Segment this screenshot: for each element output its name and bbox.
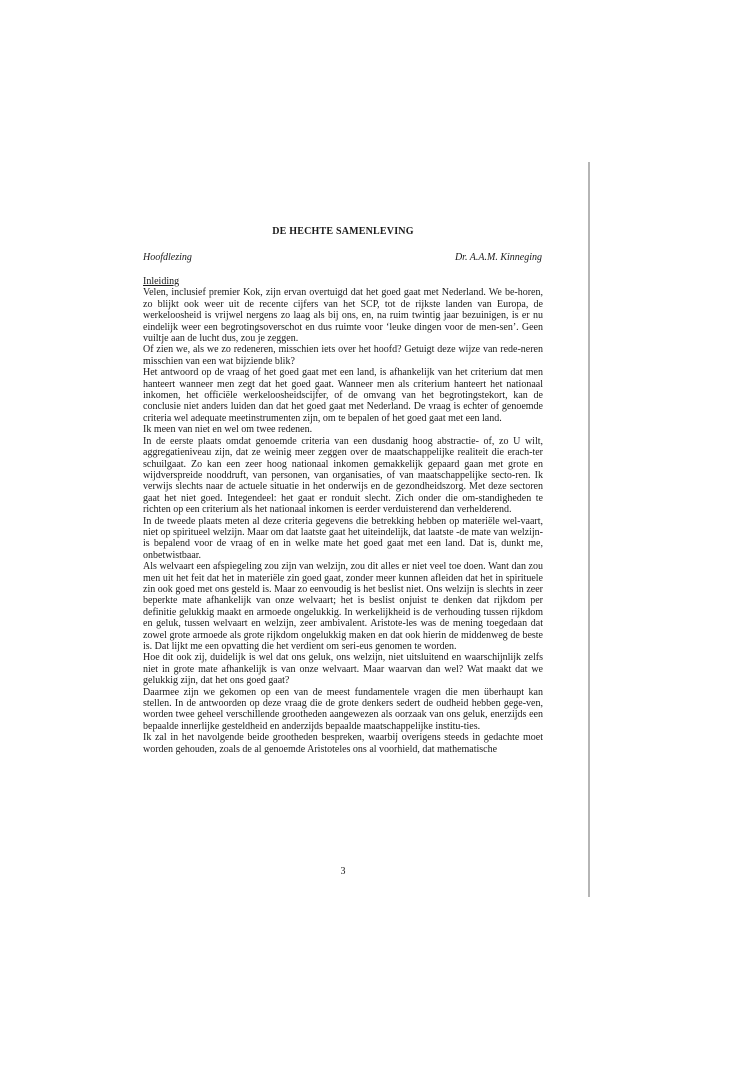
body-text [143, 276, 543, 755]
paragraph: Het antwoord op de vraag of het goed gaat met een land, is afhankelijk van het criterium dat men hanteert wanneer men zegt dat het goed gaat. Wanneer men als criterium hanteert het nationaal inkomen, het officiële werkeloosheidscijfer, of de omvang van het begrotingstekort, kan de conclusie niet anders luiden dan dat het goed gaat met Nederland. De vraag is echter of genoemde criteria wel adequate meetinstrumenten zijn, om te bepalen of het goed gaat met een land. [143, 367, 543, 424]
page-number: 3 [340, 866, 346, 877]
paragraph: In de eerste plaats omdat genoemde criteria van een dusdanig hoog abstractie- of, zo U wilt, aggregatieniveau zijn, dat ze weinig meer zeggen over de maatschappelijke realiteit die erach-ter schuilgaat. Zo kan een zeer hoog nationaal inkomen gemakkelijk gepaard gaan met grote en wijdverspreide nooddruft, van personen, van organisaties, of van maatschappelijke secto-ren. Ik verwijs slechts naar de actuele situatie in het onderwijs en de gezondheidszorg. Met deze sectoren gaat het niet goed. Integendeel: het gaat er ronduit slecht. Zich onder die om-standigheden te richten op een criterium als het nationaal inkomen is eerder verduisterend dan verhelderend. [143, 435, 543, 516]
paragraph: In de tweede plaats meten al deze criteria gegevens die betrekking hebben op materiële wel-vaart, niet op spiritueel welzijn. Maar om dat laatste gaat het uiteindelijk, dat laatste -de mate van welzijn- is bepalend voor de vraag of en in welke mate het goed gaat met een land. Dat is, dunkt me, onbetwistbaar. [143, 515, 543, 561]
page-title: DE HECHTE SAMENLEVING [272, 226, 414, 237]
paragraph: Ik zal in het navolgende beide grootheden bespreken, waarbij overigens steeds in gedachte moet worden gehouden, zoals de al genoemde Aristoteles ons al voorhield, dat mathematische [143, 732, 543, 755]
paragraph: Ik meen van niet en wel om twee redenen. [143, 424, 313, 436]
author-name: Dr. A.A.M. Kinneging [454, 252, 542, 263]
paragraph: Of zien we, als we zo redeneren, misschien iets over het hoofd? Getuigt deze wijze van rede-neren misschien van een wat bijziende blik? [143, 344, 543, 367]
paragraph: Als welvaart een afspiegeling zou zijn van welzijn, zou dit alles er niet veel toe doen. Want dan zou men uit het feit dat het in materiële zin goed gaat, zonder meer kunnen afleiden dat het in spirituele zin ook goed met ons gesteld is. Maar zo eenvoudig is het beslist niet. Ons welzijn is slechts in zeer beperkte mate afhankelijk van onze welvaart; het is beslist onjuist te denken dat rijkdom per definitie gelukkig maakt en armoede ongelukkig. In werkelijkheid is de verhouding tussen rijkdom en geluk, tussen welvaart en welzijn, zeer ambivalent. Aristote-les was de mening toegedaan dat zowel grote armoede als grote rijkdom ongelukkig maken en dat ook hierin de middenweg de beste is. Dat lijkt me een opvatting die het verdient om seri-eus genomen te worden. [143, 561, 543, 652]
paragraph: Velen, inclusief premier Kok, zijn ervan overtuigd dat het goed gaat met Nederland. We be-horen, zo blijkt ook weer uit de recente cijfers van het SCP, tot de rijkste landen van Europa, de werkeloosheid is vrijwel nergens zo laag als bij ons, en, na ruim twintig jaar bezuinigen, is er nu eindelijk weer een begrotingsoverschot en dus ruimte voor ‘leuke dingen voor de men-sen’. Geen vuiltje aan de lucht dus, zou je zeggen. [143, 287, 543, 345]
paragraph: Daarmee zijn we gekomen op een van de meest fundamentele vragen die men überhaupt kan stellen. In de antwoorden op deze vraag die de grote denkers sedert de oudheid hebben gege-ven, worden twee geheel verschillende grootheden aangewezen als oorzaak van ons geluk, enerzijds een bepaalde innerlijke gesteldheid en anderzijds bepaalde maatschappelijke institu-ties. [143, 686, 543, 732]
section-heading: Inleiding [143, 276, 180, 287]
paragraph: Hoe dit ook zij, duidelijk is wel dat ons geluk, ons welzijn, niet uitsluitend en waarschijnlijk zelfs niet in grote mate afhankelijk is van onze welvaart. Maar waarvan dan wel? Wat maakt dat we gelukkig zijn, dat het ons goed gaat? [143, 652, 543, 687]
lecture-type: Hoofdlezing [143, 252, 192, 263]
page-edge-line [588, 162, 590, 897]
